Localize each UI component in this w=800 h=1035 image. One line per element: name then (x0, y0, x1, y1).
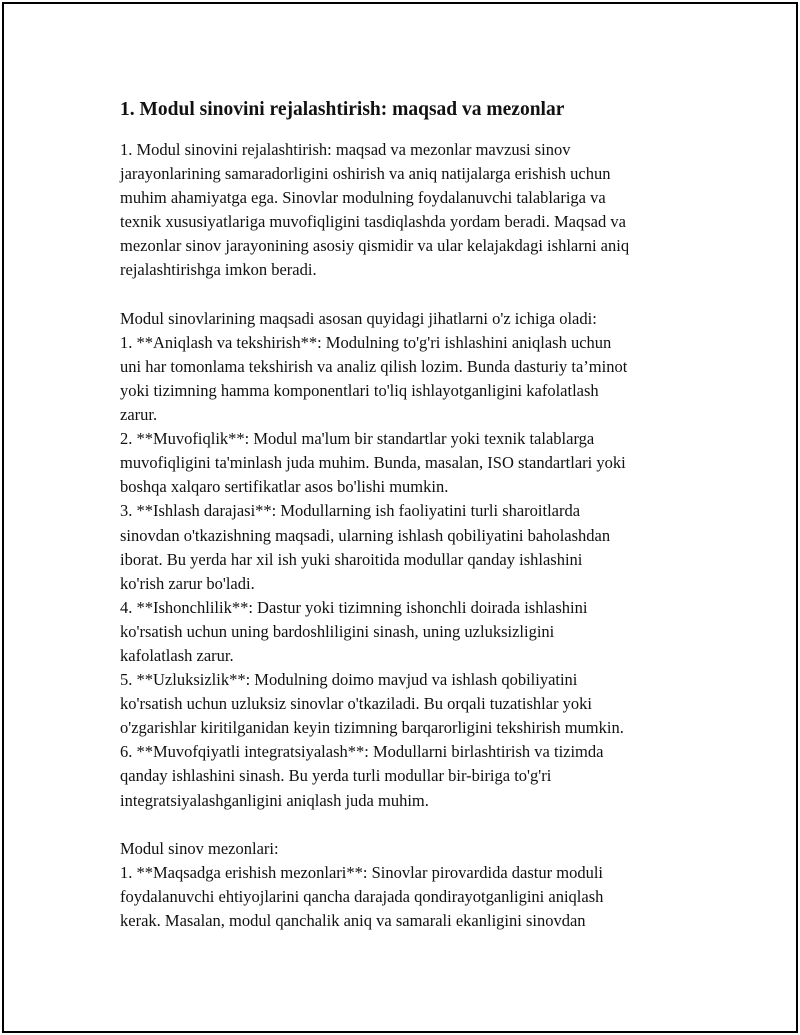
text-line: muvofiqligini ta'minlash juda muhim. Bunda, masalan, ISO standartlari yoki (120, 453, 626, 473)
text-line: zarur. (120, 405, 158, 425)
blank-line (120, 283, 695, 307)
text-line: kerak. Masalan, modul qanchalik aniq va samarali ekanligini sinovdan (120, 911, 586, 930)
text-line: Modul sinov mezonlari: (120, 838, 279, 858)
text-line: yoki tizimning hamma komponentlari to'liq ishlayotganligini kafolatlash (120, 380, 599, 400)
text-line: uni har tomonlama tekshirish va analiz qilish lozim. Bunda dasturiy ta’minot (120, 356, 628, 376)
text-line: o'zgarishlar kiritilganidan keyin tizimning barqarorligini tekshirish mumkin. (120, 718, 624, 738)
text-line: muhim ahamiyatga ega. Sinovlar modulning foydalanuvchi talablariga va (120, 188, 606, 208)
text-line: kafolatlash zarur. (120, 645, 234, 665)
text-line: foydalanuvchi ehtiyojlarini qancha darajada qondirayotganligini aniqlash (120, 886, 604, 906)
text-line: sinovdan o'tkazishning maqsadi, ularning ishlash qobiliyatini baholashdan (120, 525, 611, 545)
text-line: texnik xususiyatlariga muvofiqligini tasdiqlashda yordam beradi. Maqsad va (120, 212, 626, 232)
document-body (120, 97, 695, 933)
text-line: iborat. Bu yerda har xil ish yuki sharoitida modullar qanday ishlashini (120, 549, 583, 569)
text-line: integratsiyalashganligini aniqlash juda muhim. (120, 790, 429, 810)
page-title: 1. Modul sinovini rejalashtirish: maqsad va mezonlar (120, 99, 565, 120)
text-line: Modul sinovlarining maqsadi asosan quyidagi jihatlarni o'z ichiga oladi: (120, 308, 597, 328)
text-line: qanday ishlashini sinash. Bu yerda turli modullar bir-biriga to'g'ri (120, 766, 552, 786)
text-line: 1. **Aniqlash va tekshirish**: Modulning to'g'ri ishlashini aniqlash uchun (120, 332, 612, 352)
text-line: rejalashtirishga imkon beradi. (120, 260, 317, 280)
text-line: ko'rish zarur bo'ladi. (120, 573, 255, 593)
text-line: 6. **Muvofqiyatli integratsiyalash**: Modullarni birlashtirish va tizimda (120, 742, 604, 762)
text-line: mezonlar sinov jarayonining asosiy qismidir va ular kelajakdagi ishlarni aniq (120, 236, 630, 256)
text-line: 3. **Ishlash darajasi**: Modullarning ish faoliyatini turli sharoitlarda (120, 501, 581, 521)
blank-line (120, 813, 695, 837)
text-line: 1. **Maqsadga erishish mezonlari**: Sinovlar pirovardida dastur moduli (120, 862, 603, 882)
text-line: 5. **Uzluksizlik**: Modulning doimo mavjud va ishlash qobiliyatini (120, 670, 578, 690)
page-frame (2, 2, 798, 1033)
text-line: 1. Modul sinovini rejalashtirish: maqsad va mezonlar mavzusi sinov (120, 140, 571, 159)
text-line: ko'rsatish uchun uzluksiz sinovlar o'tkaziladi. Bu orqali tuzatishlar yoki (120, 694, 592, 714)
text-line: ko'rsatish uchun uning bardoshliligini sinash, uning uzluksizligini (120, 621, 555, 641)
text-line: 2. **Muvofiqlik**: Modul ma'lum bir standartlar yoki texnik talablarga (120, 429, 595, 449)
text-line: 4. **Ishonchlilik**: Dastur yoki tizimning ishonchli doirada ishlashini (120, 597, 588, 617)
text-line: jarayonlarining samaradorligini oshirish va aniq natijalarga erishish uchun (120, 164, 611, 184)
text-line: boshqa xalqaro sertifikatlar asos bo'lishi mumkin. (120, 477, 449, 497)
text-lines (120, 138, 695, 933)
